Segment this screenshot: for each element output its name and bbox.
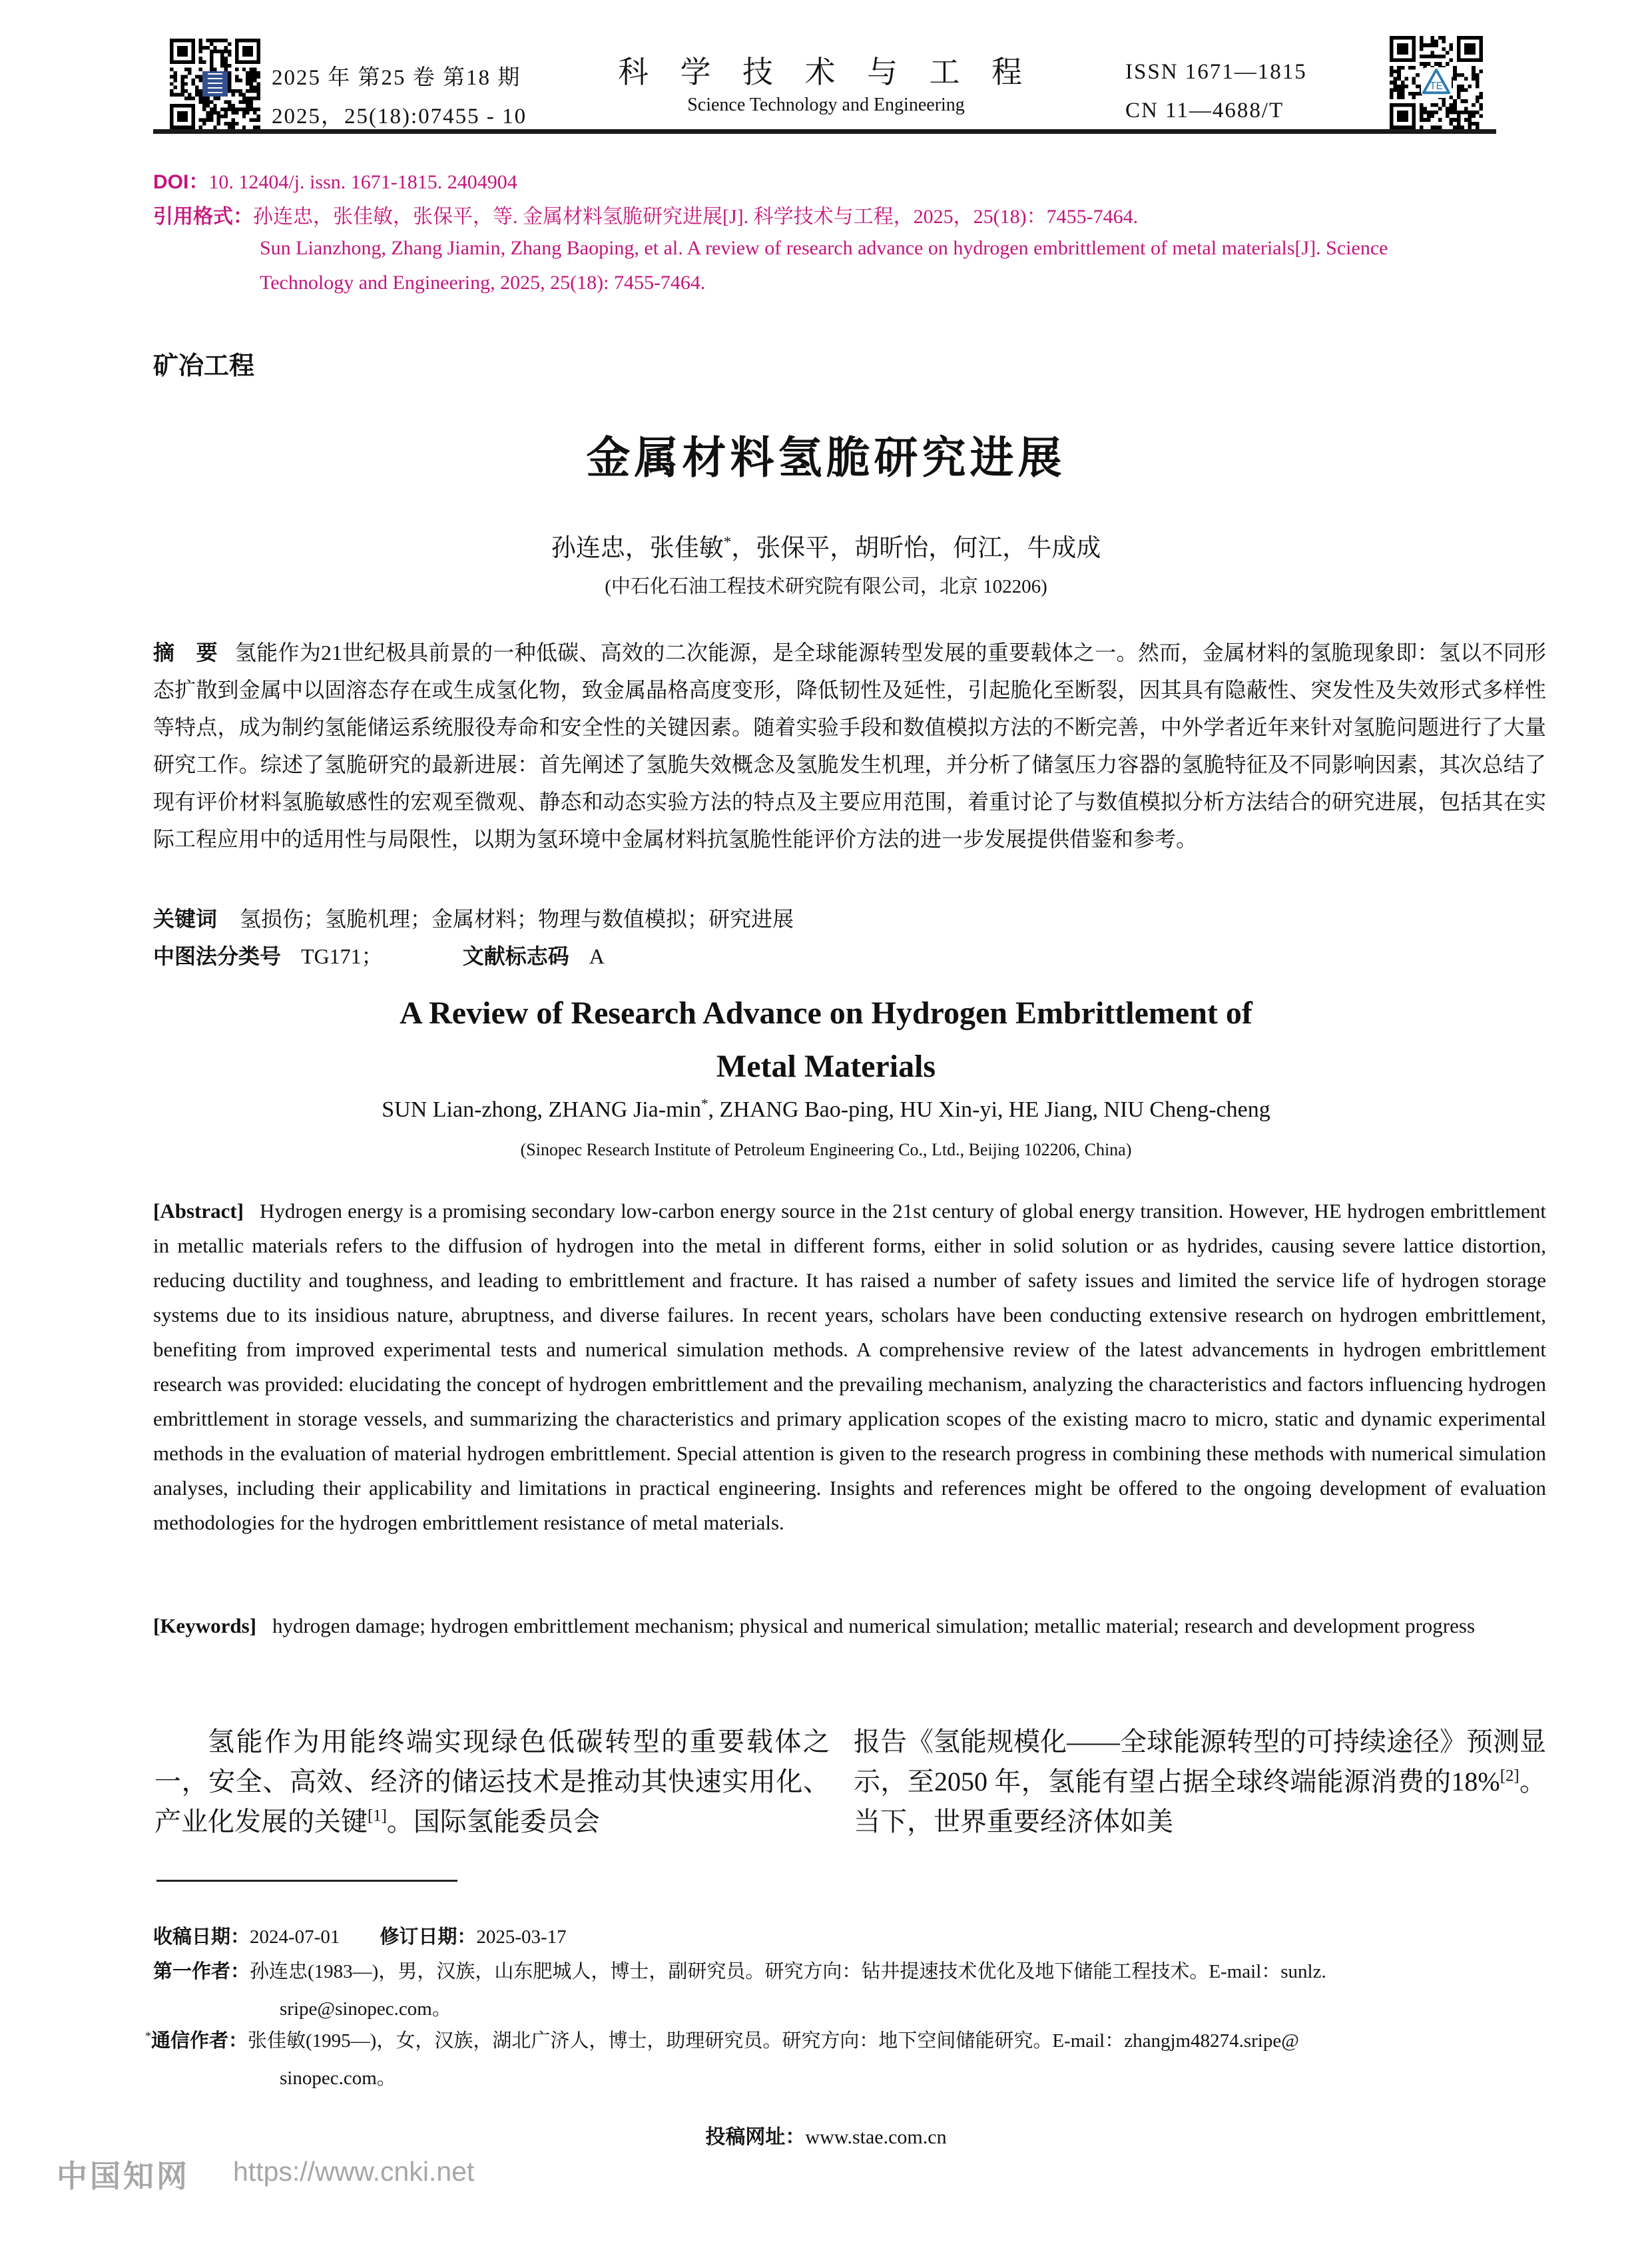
abstract-label-cn: 摘 要	[153, 641, 218, 665]
revised-date-label: 修订日期：	[380, 1926, 477, 1948]
revised-date-value: 2025-03-17	[476, 1926, 567, 1948]
reference-2-mark: [2]	[1500, 1767, 1519, 1785]
corr-author-asterisk: *	[145, 2029, 151, 2043]
reference-1-mark: [1]	[368, 1807, 387, 1825]
article-title-cn: 金属材料氢脆研究进展	[586, 433, 1066, 482]
footnote-first-author-cont: sripe@sinopec.com。	[280, 1998, 451, 2020]
doi-value: 10. 12404/j. issn. 1671-1815. 2404904	[208, 171, 517, 193]
citation-en-line1: Sun Lianzhong, Zhang Jiamin, Zhang Baoping, et al. A review of research advance on hydrogen embrittlement of metal materials[J]. Science	[260, 237, 1388, 259]
body-right-text2: 。当下，世界重要经济体如美	[854, 1767, 1546, 1836]
cn-number: CN 11—4688/T	[1125, 99, 1284, 123]
doc-code-value: A	[589, 944, 605, 968]
affiliation-en: (Sinopec Research Institute of Petroleum Engineering Co., Ltd., Beijing 102206, China)	[520, 1140, 1132, 1159]
citation-en-line2: Technology and Engineering, 2025, 25(18): 7455-7464.	[260, 272, 706, 294]
corresponding-author-mark: *	[723, 533, 732, 551]
clc-value: TG171；	[301, 944, 383, 968]
citation-cn-line	[153, 200, 1138, 229]
submission-site-line	[77, 2120, 1575, 2149]
body-right-text1: 报告《氢能规模化——全球能源转型的可持续途径》预测显示，至2050 年，氢能有望占据全球终端能源消费的18%	[854, 1727, 1546, 1797]
triangle-logo-icon	[1421, 67, 1452, 98]
authors-cn-part1: 孙连忠，张佳敏	[551, 535, 724, 562]
body-column-right	[854, 1722, 1546, 1842]
header-rule	[153, 129, 1496, 134]
journal-title-en: Science Technology and Engineering	[687, 95, 965, 115]
footnote-corresponding-author	[145, 2026, 1299, 2053]
doc-code-label: 文献标志码	[462, 944, 569, 968]
authors-en-part2: , ZHANG Bao-ping, HU Xin-yi, HE Jiang, NIU Cheng-cheng	[708, 1097, 1270, 1122]
first-author-label: 第一作者：	[153, 1961, 250, 1982]
body-column-left	[154, 1722, 830, 1842]
authors-cn	[77, 527, 1575, 563]
svg-text:TE: TE	[1430, 81, 1443, 93]
received-date-label: 收稿日期：	[153, 1926, 250, 1948]
cnki-watermark-brand: 中国知网	[57, 2159, 190, 2193]
citation-cn-label: 引用格式：	[153, 206, 253, 228]
keywords-text-cn: 氢损伤；氢脆机理；金属材料；物理与数值模拟；研究进展	[240, 907, 794, 931]
footnote-rule	[156, 1880, 457, 1882]
article-title-en	[77, 987, 1575, 1093]
clc-line	[153, 938, 1546, 975]
footnote-dates	[153, 1922, 567, 1949]
abstract-en	[153, 1194, 1546, 1540]
authors-en	[77, 1097, 1575, 1123]
body-left-text1: 氢能作为用能终端实现绿色低碳转型的重要载体之一，安全、高效、经济的储运技术是推动其快速实用化、产业化发展的关键	[154, 1727, 830, 1836]
corresponding-author-mark-en: *	[700, 1095, 708, 1112]
title-en-line1: A Review of Research Advance on Hydrogen Embrittlement of	[400, 995, 1252, 1031]
footnote-corr-author-cont: sinopec.com。	[280, 2068, 396, 2089]
keywords-label-cn: 关键词	[153, 907, 218, 931]
journal-emblem-logo	[1421, 67, 1452, 98]
clc-label: 中图法分类号	[153, 944, 282, 968]
cnki-watermark-url: https://www.cnki.net	[233, 2156, 475, 2187]
abstract-cn	[153, 634, 1546, 858]
keywords-cn-line	[153, 900, 1546, 938]
citation-cn-text: 孙连忠，张佳敏，张保平，等. 金属材料氢脆研究进展[J]. 科学技术与工程，2025，25(18)：7455-7464.	[253, 206, 1139, 228]
footnote-first-author	[153, 1956, 1326, 1984]
keywords-text-en: hydrogen damage; hydrogen embrittlement mechanism; physical and numerical simulation; metallic material; research and development progress	[272, 1614, 1476, 1637]
keywords-label-en: [Keywords]	[153, 1614, 256, 1637]
issue-info-line1: 2025 年 第25 卷 第18 期	[272, 66, 521, 90]
issue-info-line2: 2025，25(18):07455 - 10	[272, 105, 527, 129]
qr-code-right	[1390, 36, 1483, 129]
body-left-text2: 。国际氢能委员会	[386, 1807, 600, 1836]
doi-label: DOI：	[153, 171, 209, 193]
doi-line	[153, 165, 517, 194]
submission-site-url: www.stae.com.cn	[805, 2126, 947, 2148]
submission-site-label: 投稿网址：	[705, 2126, 806, 2148]
keywords-en-line	[153, 1609, 1546, 1643]
issn-number: ISSN 1671—1815	[1125, 60, 1307, 84]
corr-author-text: 张佳敏(1995—)，女，汉族，湖北广济人，博士，助理研究员。研究方向：地下空间储能研究。E-mail：zhangjm48274.sripe@	[248, 2030, 1299, 2052]
journal-title-cn: 科 学 技 术 与 工 程	[618, 55, 1034, 89]
received-date-value: 2024-07-01	[250, 1926, 340, 1948]
authors-cn-part2: ，张保平，胡昕怡，何江，牛成成	[731, 535, 1101, 562]
section-label: 矿冶工程	[153, 352, 255, 380]
corr-author-label: 通信作者：	[150, 2030, 248, 2052]
abstract-text-cn: 氢能作为21世纪极具前景的一种低碳、高效的二次能源，是全球能源转型发展的重要载体之一。然而，金属材料的氢脆现象即：氢以不同形态扩散到金属中以固溶态存在或生成氢化物，致金属晶格高度变形，降低韧性及延性，引起脆化至断裂，因其具有隐蔽性、突发性及失效形式多样性等特点，成为制约氢能储运系统服役寿命和安全性的关键因素。随着实验手段和数值模拟方法的不断完善，中外学者近年来针对氢脆问题进行了大量研究工作。综述了氢脆研究的最新进展：首先阐述了氢脆失效概念及氢脆发生机理，并分析了储氢压力容器的氢脆特征及不同影响因素，其次总结了现有评价材料氢脆敏感性的宏观至微观、静态和动态实验方法的特点及主要应用范围，着重讨论了与数值模拟分析方法结合的研究进展，包括其在实际工程应用中的适用性与局限性，以期为氢环境中金属材料抗氢脆性能评价方法的进一步发展提供借鉴和参考。	[153, 641, 1546, 851]
first-author-text: 孙连忠(1983—)，男，汉族，山东肥城人，博士，副研究员。研究方向：钻井提速技术优化及地下储能工程技术。E-mail：sunlz.	[250, 1961, 1326, 1982]
title-en-line2: Metal Materials	[716, 1049, 936, 1084]
abstract-label-en: [Abstract]	[153, 1199, 244, 1223]
abstract-text-en: Hydrogen energy is a promising secondary low-carbon energy source in the 21st century of global energy transition. However, HE hydrogen embrittlement in metallic materials refers to the diffusion of hydrogen into the metal in different forms, either in solid solution or as hydrides, causing severe lattice distortion, reducing ductility and toughness, and leading to embrittlement and fracture. It has raised a number of safety issues and limited the service life of hydrogen storage systems due to its insidious nature, abruptness, and diverse failures. In recent years, scholars have been conducting extensive research on hydrogen embrittlement, benefiting from improved experimental tests and numerical simulation methods. A comprehensive review of the latest advancements in hydrogen embrittlement research was provided: elucidating the concept of hydrogen embrittlement and the prevailing mechanism, analyzing the characteristics and factors influencing hydrogen embrittlement in storage vessels, and summarizing the characteristics and primary application scopes of the existing macro to micro, static and dynamic experimental methods in the evaluation of material hydrogen embrittlement. Special attention is given to the research progress in combining these methods with numerical simulation analyses, including their applicability and limitations in practical engineering. Insights and references might be offered to the ongoing development of evaluation methodologies for the hydrogen embrittlement resistance of metal materials.	[153, 1199, 1546, 1534]
affiliation-cn: (中石化石油工程技术研究院有限公司，北京 102206)	[605, 576, 1047, 597]
authors-en-part1: SUN Lian-zhong, ZHANG Jia-min	[382, 1097, 701, 1122]
